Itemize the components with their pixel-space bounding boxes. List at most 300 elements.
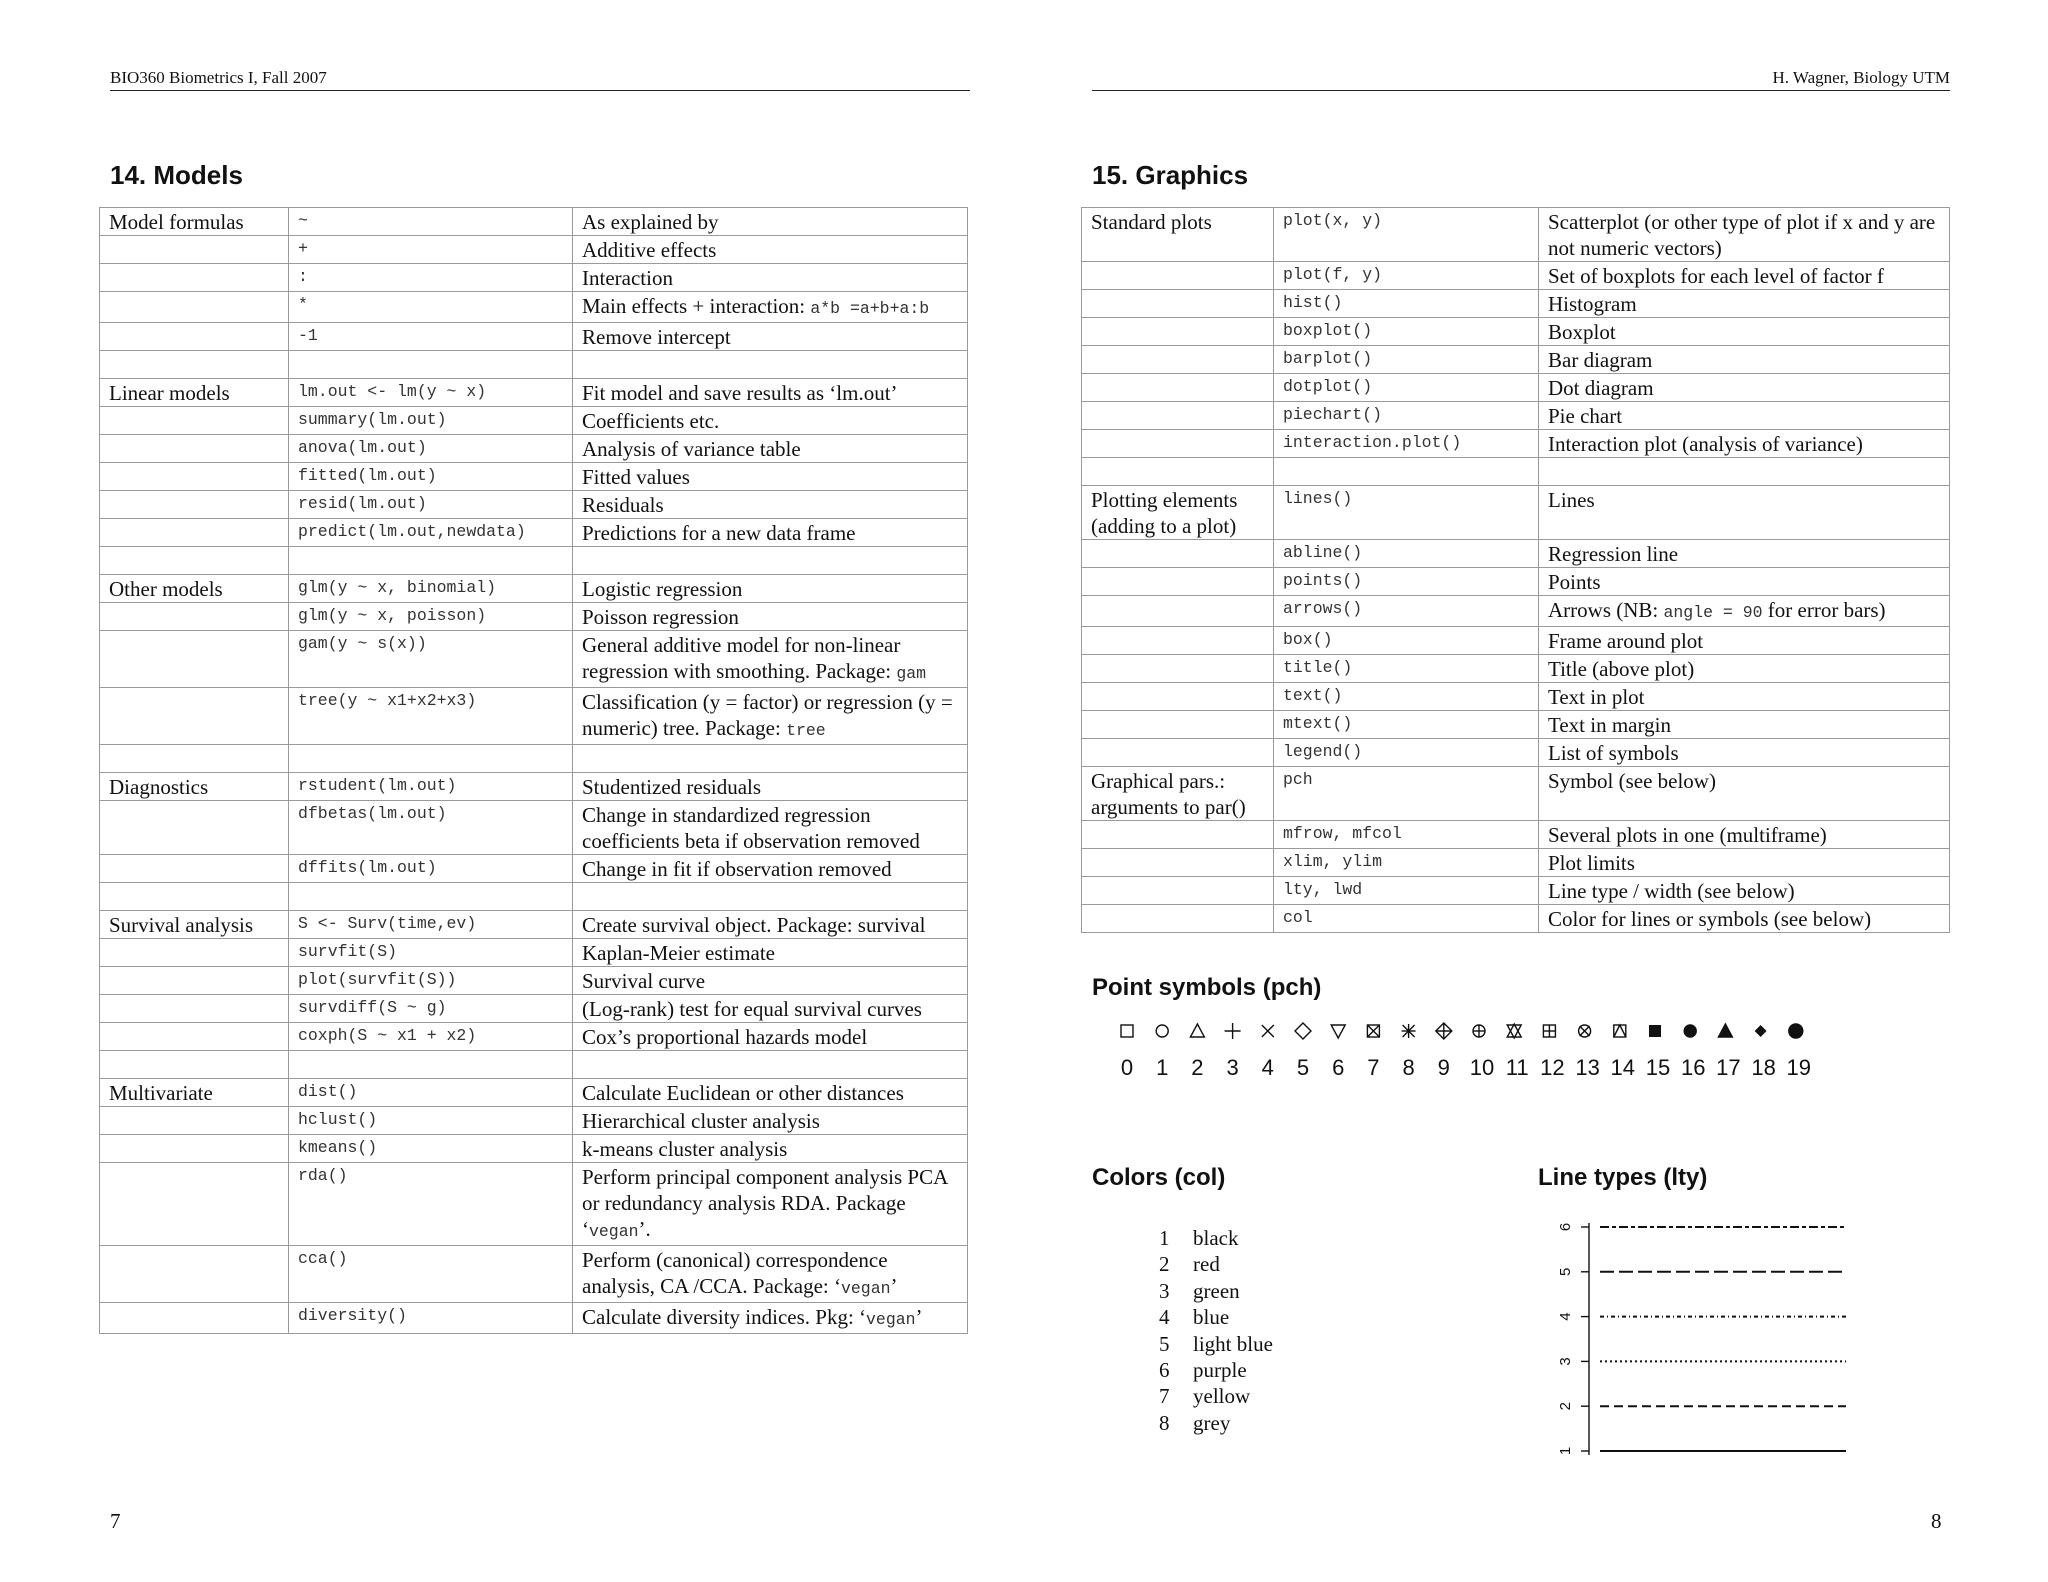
description-text: (Log-rank) test for equal survival curves	[582, 997, 922, 1021]
graphics-category-cell	[1082, 374, 1274, 402]
pch-18-symbol	[1756, 1026, 1766, 1036]
models-code-cell: *	[289, 292, 573, 323]
graphics-code-cell: legend()	[1274, 739, 1539, 767]
pch-label: 3	[1226, 1055, 1239, 1080]
graphics-description-cell	[1539, 627, 1950, 655]
description-text: Change in fit if observation removed	[582, 857, 892, 881]
description-text: Lines	[1548, 488, 1595, 512]
models-table	[99, 207, 968, 1334]
description-text: Residuals	[582, 493, 664, 517]
graphics-row	[1082, 739, 1950, 767]
graphics-row	[1082, 568, 1950, 596]
description-text: Interaction	[582, 266, 673, 290]
graphics-category-cell	[1082, 711, 1274, 739]
models-description-cell	[573, 435, 968, 463]
models-description-cell	[573, 547, 968, 575]
graphics-code-cell: boxplot()	[1274, 318, 1539, 346]
description-code: vegan	[589, 1222, 639, 1241]
description-text: Several plots in one (multiframe)	[1548, 823, 1827, 847]
models-category-cell	[100, 1107, 289, 1135]
color-number: 3	[1159, 1278, 1170, 1303]
page-number-left: 7	[110, 1509, 121, 1533]
description-text: Calculate Euclidean or other distances	[582, 1081, 904, 1105]
graphics-description-cell	[1539, 568, 1950, 596]
graphics-category-cell	[1082, 458, 1274, 486]
color-item	[1159, 1384, 1250, 1409]
graphics-row	[1082, 262, 1950, 290]
pch-0-symbol	[1121, 1025, 1133, 1037]
description-text: Perform (canonical) correspondence analysis, CA /CCA. Package: ‘	[582, 1248, 888, 1298]
models-code-cell: rstudent(lm.out)	[289, 773, 573, 801]
pch-label: 18	[1751, 1055, 1776, 1080]
description-text: Remove intercept	[582, 325, 731, 349]
models-code-cell: kmeans()	[289, 1135, 573, 1163]
description-text: Change in standardized regression coefficients beta if observation removed	[582, 803, 920, 853]
graphics-description-cell	[1539, 905, 1950, 933]
models-row	[100, 236, 968, 264]
color-number: 2	[1159, 1252, 1170, 1277]
description-text-end: ’.	[638, 1217, 651, 1241]
pch-label: 7	[1367, 1055, 1380, 1080]
models-row	[100, 1246, 968, 1303]
models-description-cell	[573, 801, 968, 855]
models-row	[100, 407, 968, 435]
description-text: Poisson regression	[582, 605, 739, 629]
section-title-graphics: 15. Graphics	[1092, 160, 1249, 190]
models-description-cell	[573, 911, 968, 939]
running-header-right: H. Wagner, Biology UTM	[1092, 68, 1950, 91]
pch-label: 17	[1716, 1055, 1741, 1080]
models-category-cell	[100, 745, 289, 773]
models-description-cell	[573, 323, 968, 351]
models-category-cell	[100, 1303, 289, 1334]
color-item	[1159, 1332, 1273, 1357]
models-row	[100, 631, 968, 688]
graphics-row	[1082, 627, 1950, 655]
models-category-cell	[100, 883, 289, 911]
models-category-cell: Multivariate	[100, 1079, 289, 1107]
graphics-category-cell: Plotting elements (adding to a plot)	[1082, 486, 1274, 540]
models-description-cell	[573, 603, 968, 631]
description-text: Coefficients etc.	[582, 409, 720, 433]
graphics-category-cell	[1082, 346, 1274, 374]
graphics-row	[1082, 208, 1950, 262]
line-types-tick-label: 6	[1557, 1222, 1574, 1232]
graphics-category-cell	[1082, 540, 1274, 568]
graphics-code-cell: hist()	[1274, 290, 1539, 318]
graphics-code-cell: lty, lwd	[1274, 877, 1539, 905]
line-types-tick-label: 1	[1557, 1446, 1574, 1456]
models-row	[100, 995, 968, 1023]
pch-label: 10	[1469, 1055, 1495, 1080]
models-code-cell: cca()	[289, 1246, 573, 1303]
pch-19-symbol	[1789, 1024, 1803, 1038]
description-text: Main effects + interaction:	[582, 294, 811, 318]
pch-6-symbol	[1331, 1025, 1345, 1038]
models-code-cell: ~	[289, 208, 573, 236]
graphics-category-cell: Standard plots	[1082, 208, 1274, 262]
models-code-cell: dffits(lm.out)	[289, 855, 573, 883]
description-text: Predictions for a new data frame	[582, 521, 856, 545]
graphics-code-cell: pch	[1274, 767, 1539, 821]
models-code-cell	[289, 883, 573, 911]
models-category-cell	[100, 855, 289, 883]
pch-label: 11	[1505, 1055, 1529, 1080]
color-name: black	[1193, 1226, 1239, 1250]
graphics-code-cell: plot(x, y)	[1274, 208, 1539, 262]
models-code-cell: predict(lm.out,newdata)	[289, 519, 573, 547]
models-category-cell	[100, 519, 289, 547]
models-row	[100, 1051, 968, 1079]
models-description-cell	[573, 995, 968, 1023]
running-header-left: BIO360 Biometrics I, Fall 2007	[110, 68, 970, 91]
color-item	[1159, 1358, 1247, 1383]
models-category-cell	[100, 292, 289, 323]
description-code: tree	[786, 721, 826, 740]
graphics-category-cell	[1082, 683, 1274, 711]
models-row	[100, 745, 968, 773]
graphics-description-cell	[1539, 739, 1950, 767]
graphics-description-cell	[1539, 683, 1950, 711]
models-category-cell	[100, 995, 289, 1023]
models-description-cell	[573, 519, 968, 547]
pch-5-symbol	[1295, 1023, 1311, 1039]
pch-9-symbol	[1436, 1023, 1452, 1039]
models-description-cell	[573, 208, 968, 236]
graphics-description-cell	[1539, 346, 1950, 374]
models-category-cell	[100, 547, 289, 575]
color-item	[1159, 1226, 1238, 1251]
pch-14-symbol	[1614, 1025, 1626, 1037]
line-types-title: Line types (lty)	[1538, 1164, 1708, 1191]
graphics-category-cell	[1082, 905, 1274, 933]
right-page	[1024, 0, 2048, 1582]
pch-7-symbol	[1367, 1025, 1379, 1037]
graphics-category-cell	[1082, 430, 1274, 458]
graphics-row	[1082, 767, 1950, 821]
models-row	[100, 1023, 968, 1051]
models-row	[100, 208, 968, 236]
graphics-code-cell: mfrow, mfcol	[1274, 821, 1539, 849]
graphics-row	[1082, 655, 1950, 683]
graphics-row	[1082, 849, 1950, 877]
graphics-category-cell	[1082, 849, 1274, 877]
models-description-cell	[573, 351, 968, 379]
models-row	[100, 1107, 968, 1135]
models-description-cell	[573, 1107, 968, 1135]
models-code-cell: rda()	[289, 1163, 573, 1246]
graphics-row	[1082, 486, 1950, 540]
models-row	[100, 547, 968, 575]
description-code: angle = 90	[1663, 603, 1763, 622]
models-category-cell	[100, 967, 289, 995]
description-text: Text in margin	[1548, 713, 1671, 737]
graphics-description-cell	[1539, 458, 1950, 486]
models-description-cell	[573, 1303, 968, 1334]
color-number: 7	[1159, 1384, 1170, 1409]
graphics-category-cell	[1082, 821, 1274, 849]
graphics-row	[1082, 374, 1950, 402]
graphics-category-cell	[1082, 402, 1274, 430]
models-code-cell	[289, 547, 573, 575]
models-description-cell	[573, 1023, 968, 1051]
pch-15-symbol	[1649, 1025, 1661, 1037]
graphics-code-cell: barplot()	[1274, 346, 1539, 374]
models-code-cell: summary(lm.out)	[289, 407, 573, 435]
color-name: yellow	[1193, 1384, 1251, 1409]
models-category-cell: Survival analysis	[100, 911, 289, 939]
graphics-code-cell: dotplot()	[1274, 374, 1539, 402]
graphics-category-cell	[1082, 739, 1274, 767]
description-code: vegan	[866, 1310, 916, 1329]
description-text: Bar diagram	[1548, 348, 1653, 372]
models-category-cell: Other models	[100, 575, 289, 603]
models-category-cell	[100, 323, 289, 351]
pch-label: 9	[1437, 1055, 1450, 1080]
color-name: red	[1193, 1252, 1220, 1277]
graphics-code-cell	[1274, 458, 1539, 486]
description-code: a*b =a+b+a:b	[810, 299, 930, 318]
line-types-tick-label: 4	[1557, 1312, 1574, 1321]
graphics-row	[1082, 683, 1950, 711]
graphics-row	[1082, 540, 1950, 568]
models-description-cell	[573, 292, 968, 323]
graphics-description-cell	[1539, 374, 1950, 402]
graphics-description-cell	[1539, 430, 1950, 458]
models-category-cell	[100, 631, 289, 688]
models-description-cell	[573, 855, 968, 883]
graphics-description-cell	[1539, 655, 1950, 683]
models-row	[100, 292, 968, 323]
models-code-cell	[289, 1051, 573, 1079]
description-text: Kaplan-Meier estimate	[582, 941, 775, 965]
models-row	[100, 491, 968, 519]
graphics-description-cell	[1539, 821, 1950, 849]
color-number: 5	[1159, 1331, 1170, 1356]
models-description-cell	[573, 379, 968, 407]
models-row	[100, 603, 968, 631]
description-text: Studentized residuals	[582, 775, 762, 799]
color-item	[1159, 1279, 1240, 1304]
description-text-end: for error bars)	[1762, 598, 1886, 622]
models-code-cell: resid(lm.out)	[289, 491, 573, 519]
models-description-cell	[573, 491, 968, 519]
description-text-end: ’	[915, 1305, 923, 1329]
point-symbols-figure	[1112, 1010, 1902, 1090]
graphics-category-cell	[1082, 877, 1274, 905]
color-item	[1159, 1252, 1220, 1277]
graphics-row	[1082, 711, 1950, 739]
models-description-cell	[573, 236, 968, 264]
description-text-end: ’	[890, 1274, 898, 1298]
models-category-cell	[100, 603, 289, 631]
description-text: Pie chart	[1548, 404, 1623, 428]
graphics-row	[1082, 346, 1950, 374]
graphics-code-cell: piechart()	[1274, 402, 1539, 430]
models-row	[100, 967, 968, 995]
description-text: Scatterplot (or other type of plot if x and y are not numeric vectors)	[1548, 210, 1936, 260]
graphics-code-cell: points()	[1274, 568, 1539, 596]
models-category-cell	[100, 351, 289, 379]
models-description-cell	[573, 745, 968, 773]
graphics-code-cell: text()	[1274, 683, 1539, 711]
models-row	[100, 688, 968, 745]
description-text: Perform principal component analysis PCA or redundancy analysis RDA. Package ‘	[582, 1165, 948, 1241]
description-text: List of symbols	[1548, 741, 1679, 765]
models-row	[100, 801, 968, 855]
models-row	[100, 1303, 968, 1334]
graphics-code-cell: box()	[1274, 627, 1539, 655]
color-number: 4	[1159, 1305, 1170, 1330]
graphics-category-cell	[1082, 568, 1274, 596]
color-number: 6	[1159, 1358, 1170, 1382]
models-code-cell: -1	[289, 323, 573, 351]
page-number-right: 8	[1931, 1509, 1942, 1533]
description-text: Set of boxplots for each level of factor f	[1548, 264, 1884, 288]
models-code-cell: diversity()	[289, 1303, 573, 1334]
graphics-description-cell	[1539, 262, 1950, 290]
description-text: Classification (y = factor) or regression (y = numeric) tree. Package:	[582, 690, 953, 740]
models-row	[100, 463, 968, 491]
models-row	[100, 264, 968, 292]
models-description-cell	[573, 688, 968, 745]
graphics-code-cell: lines()	[1274, 486, 1539, 540]
pch-label: 5	[1296, 1055, 1310, 1080]
graphics-category-cell	[1082, 655, 1274, 683]
graphics-row	[1082, 290, 1950, 318]
models-category-cell	[100, 939, 289, 967]
models-row	[100, 883, 968, 911]
models-description-cell	[573, 463, 968, 491]
description-text: Survival curve	[582, 969, 706, 993]
models-row	[100, 1135, 968, 1163]
models-category-cell	[100, 1023, 289, 1051]
pch-label: 8	[1402, 1055, 1415, 1080]
pch-label: 15	[1645, 1055, 1671, 1080]
models-row	[100, 939, 968, 967]
models-code-cell: tree(y ~ x1+x2+x3)	[289, 688, 573, 745]
description-text: Analysis of variance table	[582, 437, 801, 461]
models-description-cell	[573, 1135, 968, 1163]
models-code-cell: survfit(S)	[289, 939, 573, 967]
models-code-cell	[289, 745, 573, 773]
models-category-cell: Model formulas	[100, 208, 289, 236]
description-text: Text in plot	[1548, 685, 1645, 709]
models-row	[100, 773, 968, 801]
models-description-cell	[573, 1163, 968, 1246]
models-row	[100, 351, 968, 379]
models-row	[100, 911, 968, 939]
pch-12-symbol	[1543, 1025, 1555, 1037]
models-category-cell	[100, 1163, 289, 1246]
color-name: purple	[1193, 1358, 1247, 1382]
color-item	[1159, 1411, 1230, 1436]
graphics-category-cell	[1082, 290, 1274, 318]
models-description-cell	[573, 407, 968, 435]
line-types-figure	[1530, 1200, 1870, 1470]
models-category-cell	[100, 264, 289, 292]
models-category-cell	[100, 491, 289, 519]
graphics-code-cell: mtext()	[1274, 711, 1539, 739]
graphics-description-cell	[1539, 318, 1950, 346]
color-number: 8	[1159, 1410, 1170, 1435]
description-code: vegan	[840, 1279, 891, 1298]
models-category-cell	[100, 1135, 289, 1163]
models-code-cell: anova(lm.out)	[289, 435, 573, 463]
graphics-row	[1082, 821, 1950, 849]
graphics-row	[1082, 877, 1950, 905]
description-text: Dot diagram	[1548, 376, 1654, 400]
graphics-row	[1082, 402, 1950, 430]
graphics-category-cell	[1082, 318, 1274, 346]
models-category-cell	[100, 435, 289, 463]
description-text: Plot limits	[1548, 851, 1635, 875]
description-text: Points	[1548, 570, 1601, 594]
pch-17-symbol	[1718, 1024, 1732, 1037]
models-row	[100, 575, 968, 603]
models-category-cell	[100, 236, 289, 264]
graphics-description-cell	[1539, 486, 1950, 540]
description-text: Color for lines or symbols (see below)	[1548, 907, 1872, 931]
description-text: Logistic regression	[582, 577, 743, 601]
pch-label: 4	[1261, 1055, 1274, 1080]
graphics-description-cell	[1539, 767, 1950, 821]
pch-11-symbol	[1507, 1024, 1521, 1038]
graphics-code-cell: plot(f, y)	[1274, 262, 1539, 290]
models-description-cell	[573, 1079, 968, 1107]
models-description-cell	[573, 883, 968, 911]
description-text: Line type / width (see below)	[1548, 879, 1795, 903]
models-row	[100, 855, 968, 883]
pch-label: 0	[1120, 1055, 1134, 1080]
graphics-description-cell	[1539, 596, 1950, 627]
description-text: Calculate diversity indices. Pkg: ‘	[582, 1305, 867, 1329]
graphics-description-cell	[1539, 402, 1950, 430]
description-text: Title (above plot)	[1548, 657, 1695, 681]
models-category-cell	[100, 463, 289, 491]
models-code-cell: survdiff(S ~ g)	[289, 995, 573, 1023]
models-category-cell	[100, 407, 289, 435]
graphics-code-cell: abline()	[1274, 540, 1539, 568]
description-text: General additive model for non-linear regression with smoothing. Package:	[582, 633, 901, 683]
description-text: As explained by	[582, 210, 719, 234]
models-code-cell: fitted(lm.out)	[289, 463, 573, 491]
models-row	[100, 323, 968, 351]
pch-label: 19	[1786, 1055, 1812, 1080]
models-description-cell	[573, 939, 968, 967]
graphics-description-cell	[1539, 540, 1950, 568]
description-text: Create survival object. Package: survival	[582, 913, 926, 937]
graphics-code-cell: title()	[1274, 655, 1539, 683]
description-text: Histogram	[1548, 292, 1637, 316]
pch-13-symbol	[1579, 1025, 1591, 1037]
models-code-cell: coxph(S ~ x1 + x2)	[289, 1023, 573, 1051]
line-types-tick-label: 3	[1557, 1357, 1574, 1366]
pch-2-symbol	[1190, 1024, 1204, 1037]
models-row	[100, 1079, 968, 1107]
models-code-cell: +	[289, 236, 573, 264]
section-title-models: 14. Models	[110, 160, 243, 190]
description-text: Arrows (NB:	[1548, 598, 1664, 622]
models-code-cell: glm(y ~ x, poisson)	[289, 603, 573, 631]
colors-title: Colors (col)	[1092, 1164, 1226, 1191]
description-text: Cox’s proportional hazards model	[582, 1025, 868, 1049]
pch-label: 14	[1610, 1055, 1636, 1080]
models-category-cell: Diagnostics	[100, 773, 289, 801]
models-category-cell	[100, 688, 289, 745]
description-text: Hierarchical cluster analysis	[582, 1109, 820, 1133]
graphics-code-cell: arrows()	[1274, 596, 1539, 627]
